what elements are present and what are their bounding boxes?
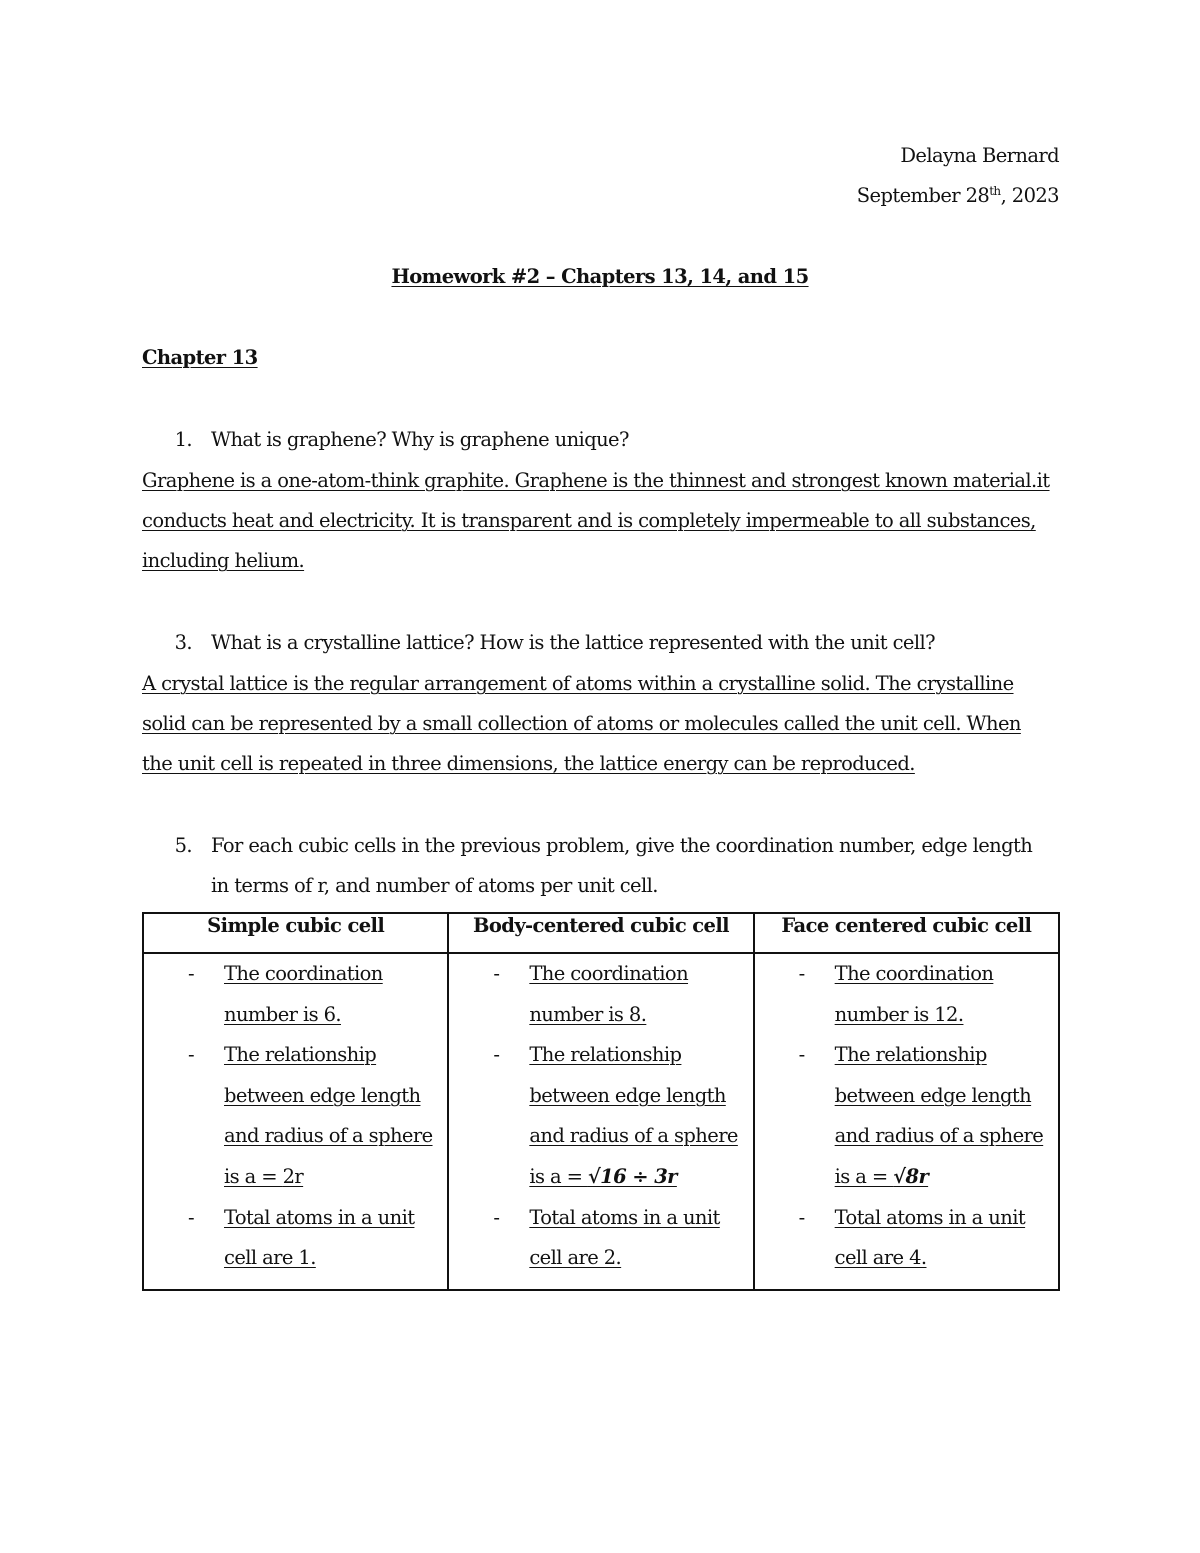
list-item [144,1035,447,1197]
coordination-line-1: The coordination [224,962,383,985]
list-item [755,1035,1058,1197]
table-cell-body-centered [448,953,753,1290]
answer-3-line-1: A crystal lattice is the regular arrangement of atoms within a crystalline solid. The crystalline [142,672,1014,695]
table-header-body-centered: Body-centered cubic cell [448,913,753,953]
question-number: 5. [174,834,192,857]
relationship-line-2: between edge length [224,1083,421,1107]
relationship-line-3: and radius of a sphere [529,1124,738,1148]
date-superscript: th [989,184,1001,198]
date-prefix: September 28 [856,184,990,207]
relationship-line-2: between edge length [834,1083,1032,1107]
question-number: 1. [174,428,192,451]
table-cell-simple-cubic [143,953,448,1290]
bullet-dash: - [188,962,194,985]
relationship-line-3: and radius of a sphere [834,1124,1044,1148]
bullet-dash: - [798,1043,805,1067]
list-item [449,954,752,1035]
answer-1-line-1: Graphene is a one-atom-think graphite. Graphene is the thinnest and strongest known material.it [142,469,1050,492]
date-suffix: , 2023 [1000,184,1059,207]
bullet-list [755,954,1058,1279]
bullet-dash: - [798,1205,805,1229]
formula: √16 ÷ 3r [587,1164,677,1188]
formula-prefix: is a = [834,1164,894,1188]
table-header-row [143,913,1059,953]
formula-line [835,1165,928,1188]
question-1 [142,428,629,451]
question-5-line-2: in terms of r, and number of atoms per unit cell. [211,874,658,897]
table-header-face-centered: Face centered cubic cell [754,913,1059,953]
table-header-simple-cubic: Simple cubic cell [143,913,448,953]
total-line-1: Total atoms in a unit [529,1205,720,1229]
relationship-line-2: between edge length [529,1083,726,1107]
bullet-list [144,954,447,1279]
total-line-2: cell are 1. [224,1246,316,1270]
formula: √8r [893,1164,929,1188]
total-line-2: cell are 2. [529,1246,622,1270]
bullet-dash: - [798,962,805,985]
bullet-dash: - [493,1205,500,1229]
formula-prefix: is a = [529,1164,588,1188]
question-number: 3. [174,631,192,654]
list-item [449,1035,752,1197]
formula-line [224,1165,303,1188]
answer-3-line-2: solid can be represented by a small collection of atoms or molecules called the unit cell. When [142,712,1021,735]
list-item [144,1198,447,1279]
list-item [449,1198,752,1279]
list-item [755,1198,1058,1279]
question-text-line-1: For each cubic cells in the previous problem, give the coordination number, edge length [211,834,1033,857]
total-line-2: cell are 4. [834,1246,927,1270]
answer-3-line-3: the unit cell is repeated in three dimensions, the lattice energy can be reproduced. [142,752,915,775]
bullet-dash: - [188,1043,194,1067]
chapter-heading: Chapter 13 [142,346,258,369]
question-5 [142,834,1032,857]
question-3 [142,631,935,654]
bullet-dash: - [188,1205,194,1229]
list-item [144,954,447,1035]
formula-line [529,1165,677,1188]
table-cell-face-centered [754,953,1059,1290]
question-text: What is graphene? Why is graphene unique? [211,428,629,451]
relationship-line-1: The relationship [529,1043,682,1067]
bullet-dash: - [493,962,500,985]
coordination-line-2: number is 6. [224,1002,341,1026]
cubic-cells-table [142,912,1060,1291]
formula-prefix: is a = [224,1164,283,1188]
answer-1-line-3: including helium. [142,549,305,572]
author-name: Delayna Bernard [900,144,1059,167]
relationship-line-1: The relationship [834,1043,987,1067]
bullet-list [449,954,752,1279]
coordination-line-2: number is 12. [834,1002,964,1026]
total-line-1: Total atoms in a unit [834,1205,1026,1229]
bullet-dash: - [493,1043,500,1067]
date [857,184,1059,207]
list-item [755,954,1058,1035]
relationship-line-3: and radius of a sphere [224,1124,433,1148]
formula: 2r [282,1164,304,1188]
coordination-line-1: The coordination [529,962,689,985]
coordination-line-1: The coordination [834,962,994,985]
table-row [143,953,1059,1290]
relationship-line-1: The relationship [224,1043,377,1067]
question-text: What is a crystalline lattice? How is the lattice represented with the unit cell? [211,631,935,654]
answer-1-line-2: conducts heat and electricity. It is transparent and is completely impermeable to all substances, [142,509,1036,532]
coordination-line-2: number is 8. [529,1002,647,1026]
total-line-1: Total atoms in a unit [224,1205,415,1229]
document-title: Homework #2 – Chapters 13, 14, and 15 [391,265,809,288]
